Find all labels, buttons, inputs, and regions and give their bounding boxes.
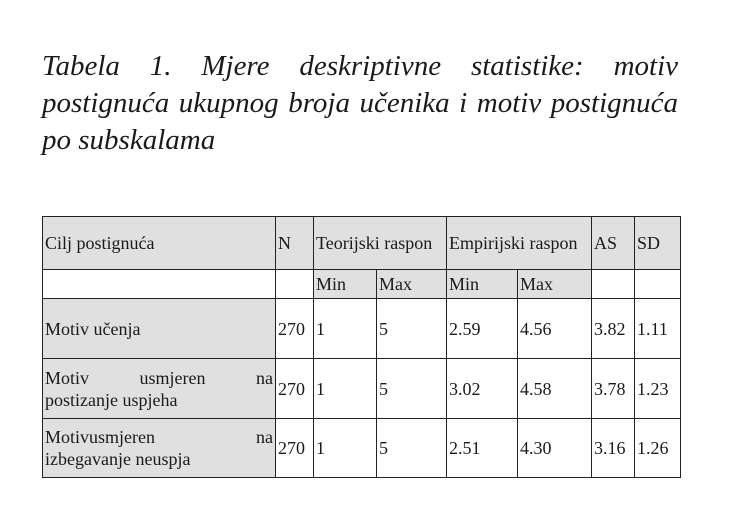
row-label-line1: Motiv usmjeren na <box>45 367 273 388</box>
cell-theoretical-min: 1 <box>314 359 377 419</box>
header-theoretical-range: Teorijski raspon <box>314 217 447 270</box>
cell-as: 3.78 <box>592 359 635 419</box>
cell-empirical-max: 4.56 <box>518 299 592 359</box>
header-goal: Cilj postignuća <box>43 217 276 270</box>
table-subheader-row <box>43 270 681 299</box>
cell-empirical-max: 4.58 <box>518 359 592 419</box>
cell-n: 270 <box>276 419 314 478</box>
cell-sd: 1.11 <box>635 299 681 359</box>
subheader-empirical-min: Min <box>447 270 518 299</box>
cell-as: 3.16 <box>592 419 635 478</box>
header-as: AS <box>592 217 635 270</box>
cell-empirical-min: 3.02 <box>447 359 518 419</box>
cell-theoretical-min: 1 <box>314 419 377 478</box>
subheader-empty <box>43 270 276 299</box>
cell-theoretical-max: 5 <box>377 299 447 359</box>
cell-theoretical-max: 5 <box>377 419 447 478</box>
cell-sd: 1.26 <box>635 419 681 478</box>
cell-empirical-max: 4.30 <box>518 419 592 478</box>
cell-empirical-min: 2.51 <box>447 419 518 478</box>
table-header-row <box>43 217 681 270</box>
subheader-empty <box>592 270 635 299</box>
row-label-line2: postizanje uspjeha <box>45 389 178 410</box>
cell-empirical-min: 2.59 <box>447 299 518 359</box>
table-row <box>43 419 681 478</box>
subheader-theoretical-min: Min <box>314 270 377 299</box>
table-row <box>43 299 681 359</box>
header-empirical-range: Empirijski raspon <box>447 217 592 270</box>
row-label: Motiv učenja <box>43 299 276 359</box>
table-row <box>43 359 681 419</box>
cell-theoretical-max: 5 <box>377 359 447 419</box>
subheader-empirical-max: Max <box>518 270 592 299</box>
subheader-theoretical-max: Max <box>377 270 447 299</box>
row-label <box>43 419 276 478</box>
cell-sd: 1.23 <box>635 359 681 419</box>
cell-as: 3.82 <box>592 299 635 359</box>
cell-n: 270 <box>276 299 314 359</box>
cell-theoretical-min: 1 <box>314 299 377 359</box>
subheader-empty <box>635 270 681 299</box>
cell-n: 270 <box>276 359 314 419</box>
table-caption: Tabela 1. Mjere deskriptivne statistike: motiv postignuća ukupnog broja učenika i motiv postignuća po subskalama <box>42 50 678 156</box>
row-label-line1: Motivusmjeren na <box>45 427 273 447</box>
subheader-empty <box>276 270 314 299</box>
descriptive-statistics-table <box>42 216 681 478</box>
row-label-line2: izbegavanje neuspja <box>45 449 191 469</box>
header-sd: SD <box>635 217 681 270</box>
row-label <box>43 359 276 419</box>
header-n: N <box>276 217 314 270</box>
